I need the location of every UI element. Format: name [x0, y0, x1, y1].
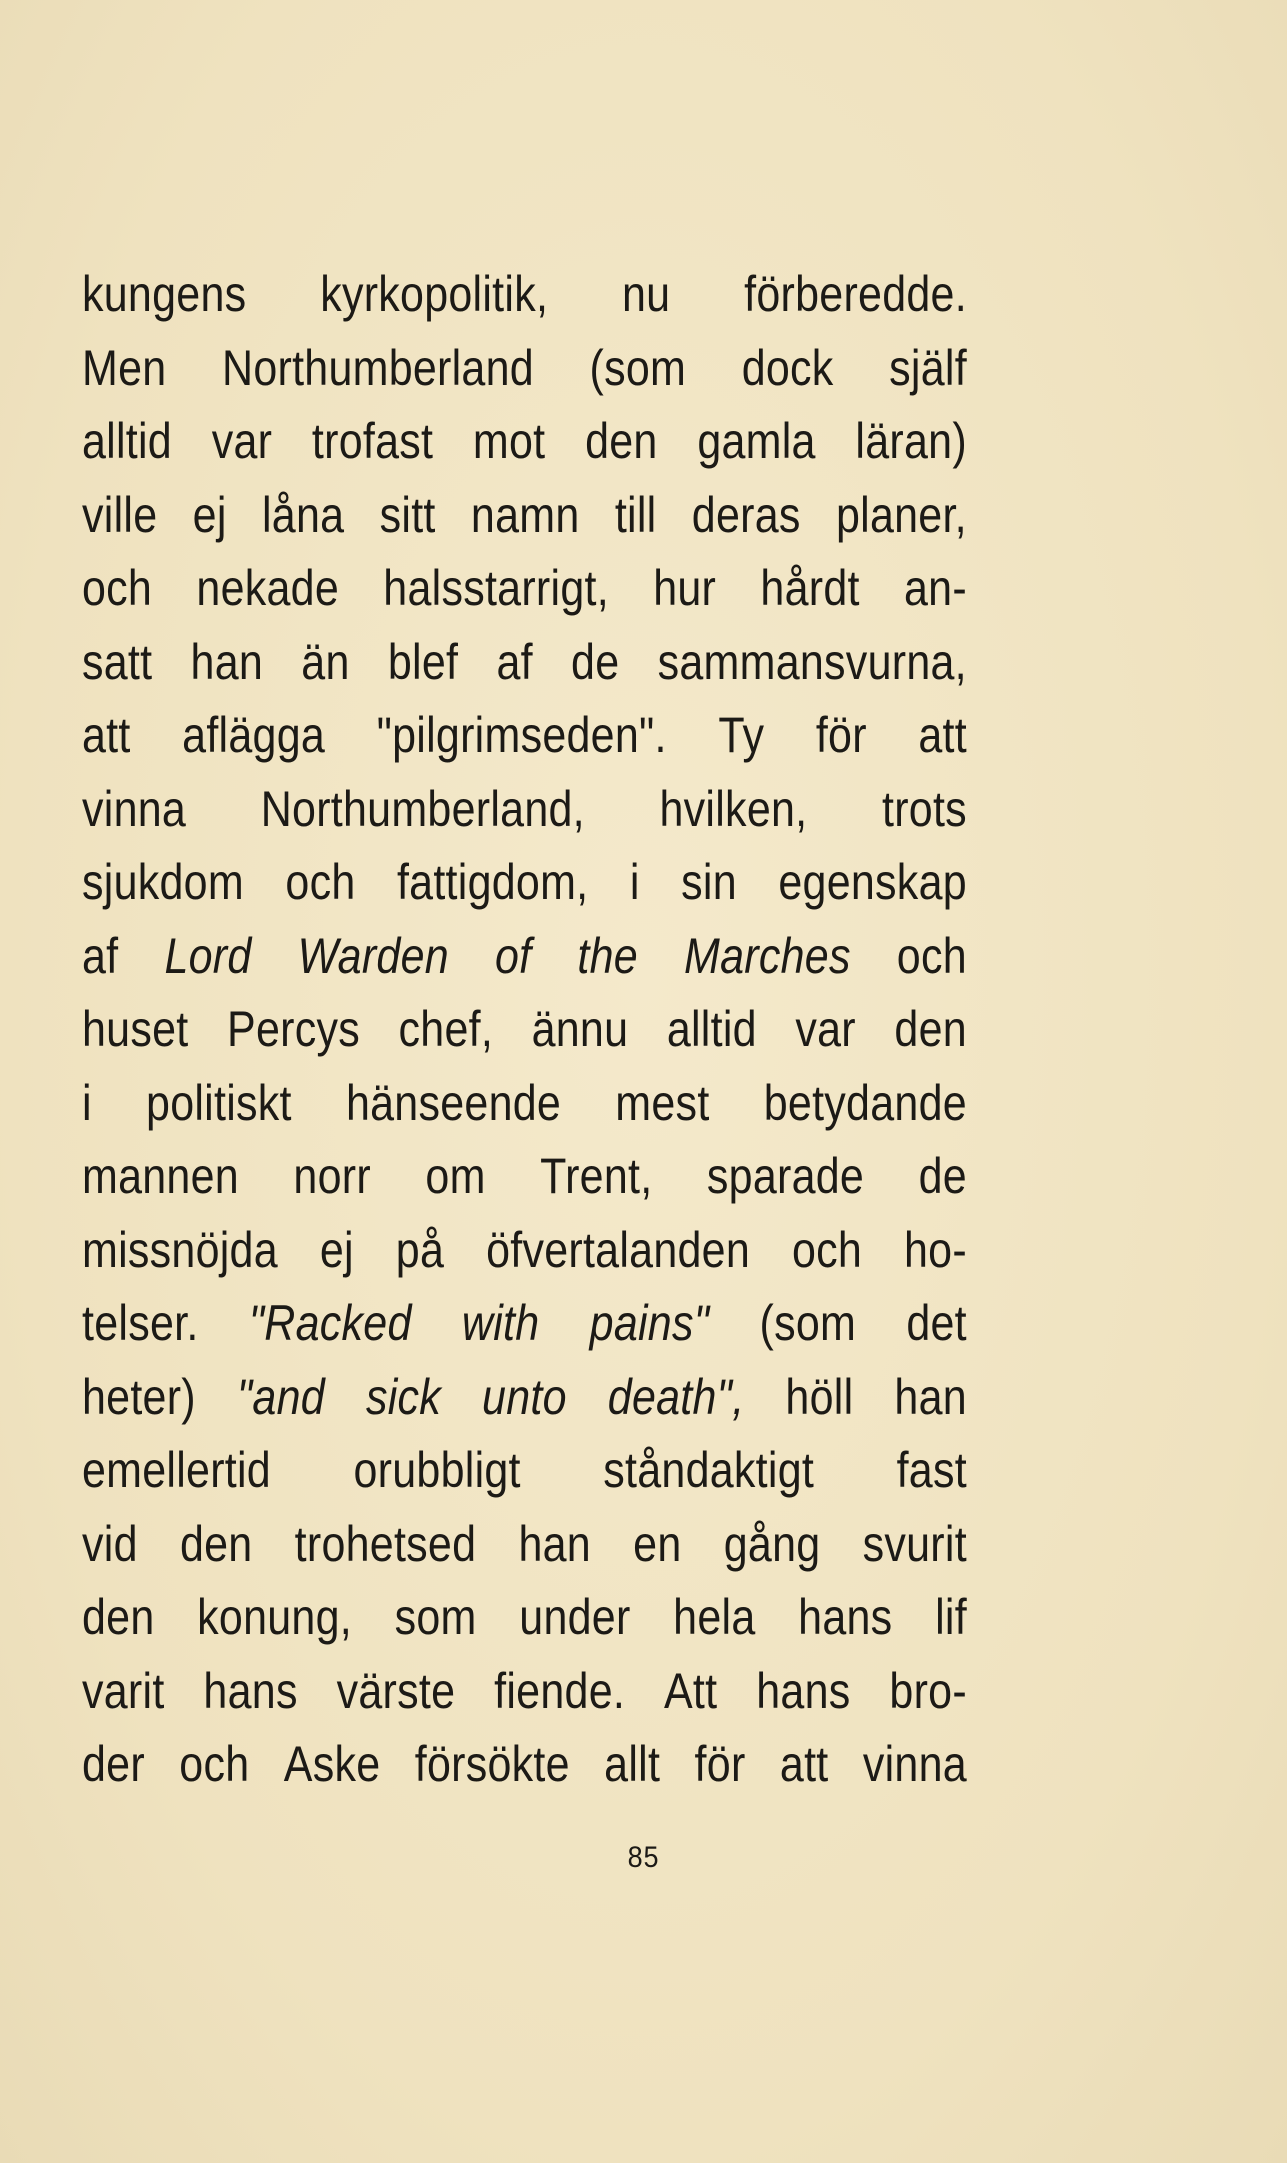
word: chef, — [398, 1001, 494, 1057]
word: mot — [472, 413, 546, 469]
page-number: 85 — [627, 1841, 660, 1874]
word: vid — [82, 1515, 138, 1572]
word: af — [496, 633, 533, 690]
word: satt — [82, 633, 153, 690]
word: sjukdom — [82, 854, 244, 910]
text-line — [82, 1067, 967, 1141]
word: hans — [756, 1662, 851, 1719]
text-line — [82, 1214, 967, 1288]
word: namn — [470, 486, 580, 543]
word: låna — [261, 486, 345, 543]
word: han — [894, 1368, 967, 1425]
word: "pilgrimseden". — [376, 707, 667, 763]
word: orubbligt — [353, 1442, 521, 1498]
word: alltid — [82, 413, 172, 469]
word: och — [791, 1221, 863, 1278]
text-line — [82, 1655, 967, 1729]
word: egenskap — [778, 854, 967, 910]
word: death", — [607, 1368, 745, 1425]
word: och — [82, 560, 153, 616]
word: "Racked — [248, 1295, 412, 1351]
word: att — [918, 707, 967, 763]
word: trots — [882, 780, 967, 837]
word: själf — [889, 339, 967, 396]
text-line — [82, 993, 967, 1067]
word: försökte — [414, 1736, 570, 1792]
word: der — [82, 1736, 145, 1792]
word: unto — [482, 1368, 567, 1425]
word: huset — [82, 1001, 189, 1057]
word: aflägga — [182, 707, 326, 763]
text-line — [82, 920, 967, 994]
word: de — [571, 633, 620, 690]
word: betydande — [763, 1074, 967, 1131]
word: att — [82, 707, 131, 763]
word: Aske — [283, 1736, 381, 1792]
text-line — [82, 479, 967, 553]
word: (som — [759, 1295, 857, 1351]
word: kyrkopolitik, — [320, 266, 549, 322]
word: sammansvurna, — [657, 633, 967, 690]
word: var — [795, 1001, 856, 1057]
word: vinna — [82, 780, 187, 837]
word: hans — [203, 1662, 298, 1719]
word: lif — [935, 1589, 967, 1645]
word: hänseende — [345, 1074, 562, 1131]
text-line — [82, 1361, 967, 1435]
word: ståndaktigt — [603, 1442, 815, 1498]
word: halsstarrigt, — [383, 560, 609, 616]
word: att — [779, 1736, 829, 1792]
word: vinna — [862, 1736, 967, 1792]
word: Northumberland — [222, 339, 534, 396]
word: politiskt — [146, 1074, 292, 1131]
text-line — [82, 1728, 967, 1802]
word: om — [425, 1148, 486, 1204]
word: Lord — [164, 927, 252, 984]
word: och — [896, 927, 967, 984]
word: blef — [387, 633, 459, 690]
word: with — [461, 1295, 540, 1351]
word: telser. — [82, 1295, 199, 1351]
word: nu — [621, 266, 671, 322]
word: i — [629, 854, 640, 910]
word: den — [894, 1001, 967, 1057]
text-line — [82, 773, 967, 847]
word: trofast — [311, 413, 434, 469]
word: sick — [365, 1368, 442, 1425]
word: (som — [589, 339, 687, 396]
word: en — [633, 1515, 682, 1572]
word: Att — [663, 1662, 718, 1719]
text-line — [82, 846, 967, 920]
word: det — [906, 1295, 967, 1351]
word: mest — [615, 1074, 710, 1131]
word: var — [211, 413, 273, 469]
word: gamla — [697, 413, 816, 469]
word: Warden — [297, 927, 449, 984]
text-line — [82, 1434, 967, 1508]
text-line — [82, 1287, 967, 1361]
word: hela — [673, 1589, 756, 1645]
word: missnöjda — [82, 1221, 278, 1278]
word: läran) — [855, 413, 967, 469]
word: svurit — [862, 1515, 967, 1572]
text-line — [82, 258, 967, 332]
word: och — [179, 1736, 250, 1792]
word: konung, — [197, 1589, 352, 1645]
word: ej — [192, 486, 227, 543]
text-line — [82, 405, 967, 479]
word: Northumberland, — [260, 780, 585, 837]
word: till — [614, 486, 657, 543]
text-line — [82, 699, 967, 773]
text-line — [82, 626, 967, 700]
word: alltid — [666, 1001, 757, 1057]
word: som — [394, 1589, 477, 1645]
word: allt — [604, 1736, 661, 1792]
word: deras — [691, 486, 801, 543]
text-line — [82, 1140, 967, 1214]
word: öfvertalanden — [486, 1221, 751, 1278]
word: värste — [336, 1662, 456, 1719]
word: de — [918, 1148, 967, 1204]
word: för — [694, 1736, 746, 1792]
word: af — [82, 927, 119, 984]
word: hans — [798, 1589, 893, 1645]
word: the — [577, 927, 638, 984]
word: hur — [653, 560, 717, 616]
word: mannen — [82, 1148, 239, 1204]
word: den — [585, 413, 658, 469]
word: ej — [319, 1221, 354, 1278]
word: än — [301, 633, 350, 690]
word: ho- — [903, 1221, 967, 1278]
word: Marches — [684, 927, 851, 984]
word: ännu — [531, 1001, 629, 1057]
word: bro- — [889, 1662, 967, 1719]
word: planer, — [835, 486, 967, 543]
word: för — [815, 707, 867, 763]
word: kungens — [82, 266, 247, 322]
word: förberedde. — [744, 266, 967, 322]
word: Ty — [718, 707, 765, 763]
word: of — [494, 927, 532, 984]
word: norr — [293, 1148, 371, 1204]
word: höll — [785, 1368, 854, 1425]
word: gång — [723, 1515, 821, 1572]
word: emellertid — [82, 1442, 271, 1498]
word: Men — [82, 339, 167, 396]
word: han — [518, 1515, 591, 1572]
word: på — [395, 1221, 445, 1278]
word: Trent, — [540, 1148, 653, 1204]
word: ville — [82, 486, 158, 543]
word: trohetsed — [294, 1515, 477, 1572]
word: den — [82, 1589, 155, 1645]
word: dock — [741, 339, 834, 396]
word: hårdt — [760, 560, 860, 616]
text-line — [82, 332, 967, 406]
word: Percys — [227, 1001, 360, 1057]
word: nekade — [196, 560, 340, 616]
word: an- — [904, 560, 967, 616]
word: och — [285, 854, 356, 910]
word: fiende. — [494, 1662, 626, 1719]
word: "and — [236, 1368, 325, 1425]
word: i — [82, 1074, 92, 1131]
word: sitt — [379, 486, 436, 543]
word: heter) — [82, 1368, 196, 1425]
word: pains" — [589, 1295, 710, 1351]
word: sparade — [706, 1148, 865, 1204]
text-line — [82, 552, 967, 626]
word: under — [519, 1589, 631, 1645]
word: varit — [82, 1662, 165, 1719]
word: fattigdom, — [396, 854, 589, 910]
word: fast — [896, 1442, 967, 1498]
word: hvilken, — [659, 780, 808, 837]
word: sin — [681, 854, 737, 910]
word: den — [179, 1515, 253, 1572]
text-line — [82, 1581, 967, 1655]
body-text — [82, 258, 967, 1802]
text-line — [82, 1508, 967, 1582]
word: han — [190, 633, 264, 690]
